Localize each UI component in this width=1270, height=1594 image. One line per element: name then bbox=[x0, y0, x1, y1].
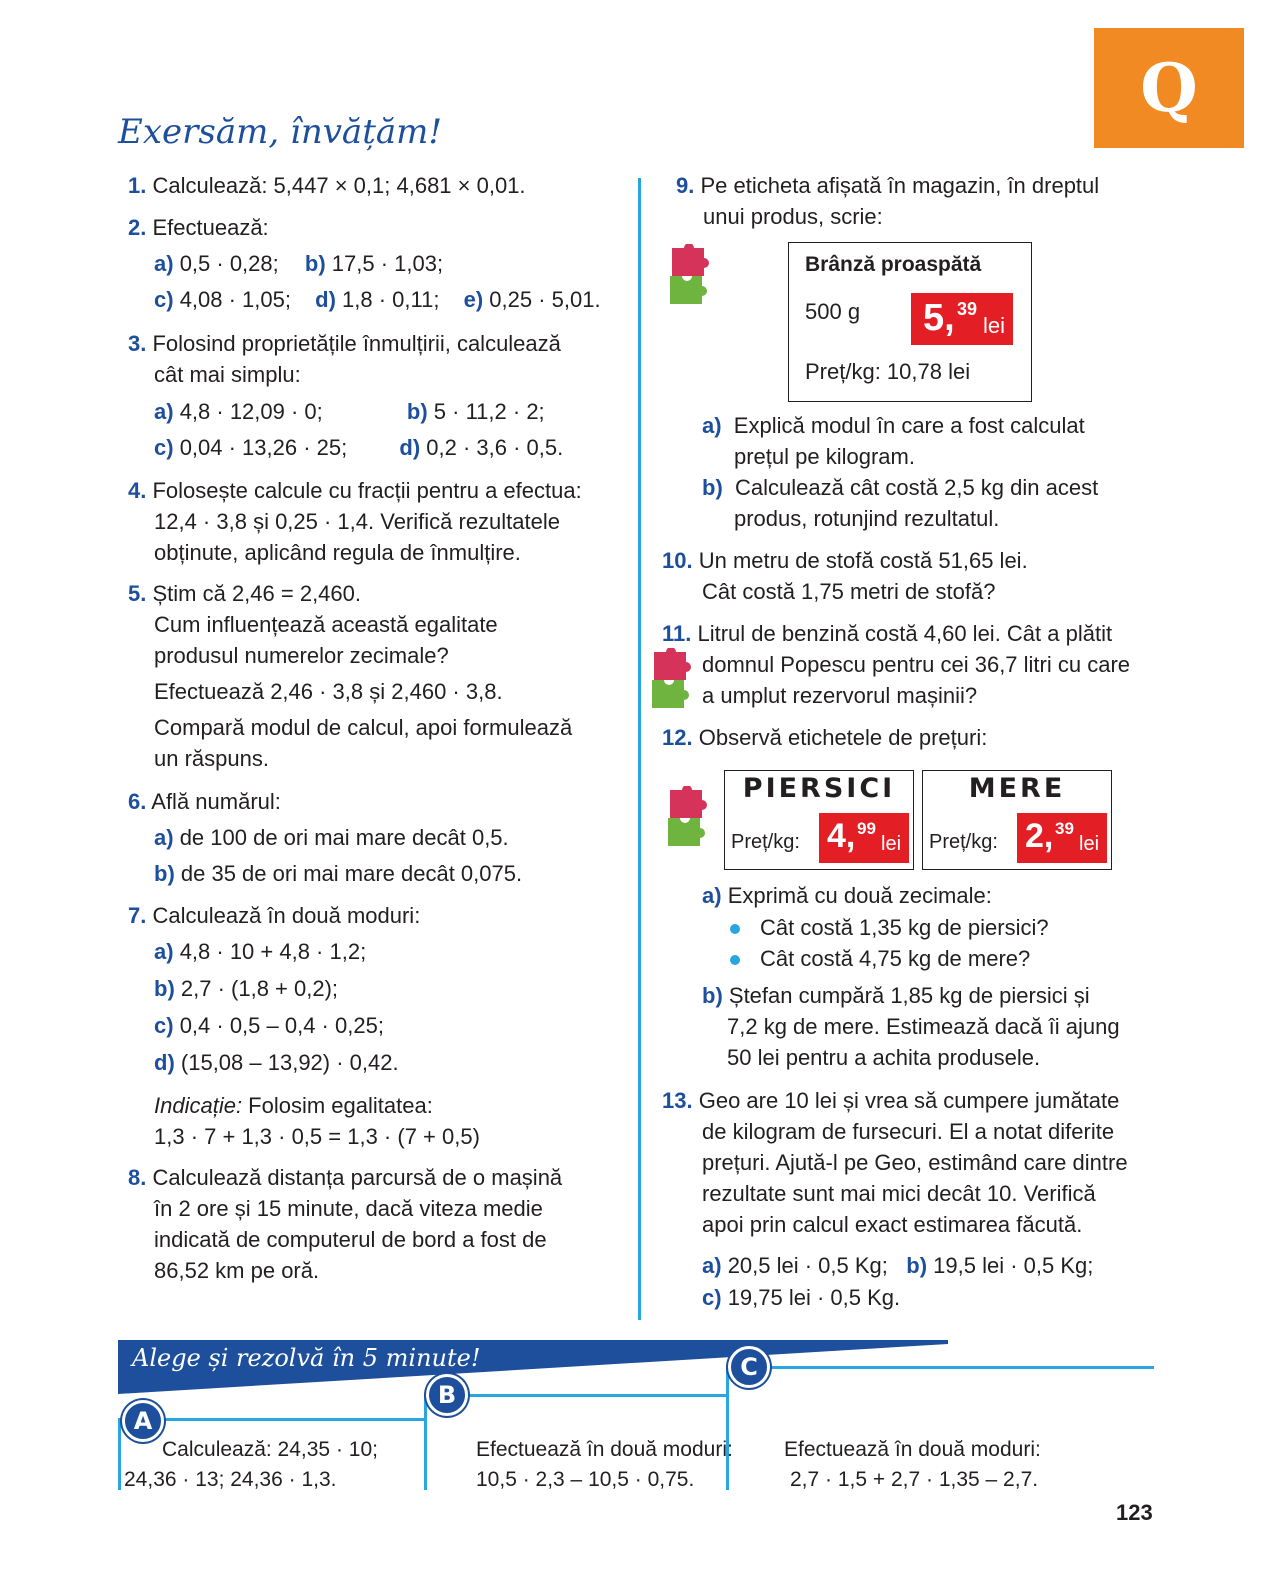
chapter-badge bbox=[1094, 28, 1244, 148]
option-c-icon: C bbox=[728, 1346, 770, 1388]
exercise-3-row2: c) 0,04 · 13,26 · 25; d) 0,2 · 3,6 · 0,5. bbox=[154, 435, 564, 460]
page-number: 123 bbox=[1116, 1500, 1153, 1525]
divider-line bbox=[424, 1394, 427, 1490]
exercise-3-row1: a) 4,8 · 12,09 · 0; b) 5 · 11,2 · 2; bbox=[154, 399, 545, 424]
divider-line bbox=[726, 1366, 729, 1490]
option-b-line1: Efectuează în două moduri: bbox=[476, 1438, 733, 1461]
option-b-line2: 10,5 · 2,3 – 10,5 · 0,75. bbox=[476, 1468, 695, 1491]
exercise-12a-bullet1: Cât costă 1,35 kg de piersici? bbox=[730, 912, 1049, 943]
divider-line bbox=[160, 1418, 424, 1421]
exercise-7b: b) 2,7 · (1,8 + 0,2); bbox=[154, 976, 339, 1001]
exercise-2-row1: a) 0,5 · 0,28; b) 17,5 · 1,03; bbox=[154, 251, 444, 276]
option-b-icon: B bbox=[426, 1374, 468, 1416]
exercise-12: 12. Observă etichetele de prețuri: bbox=[662, 725, 988, 750]
bullet-icon bbox=[730, 924, 740, 934]
exercise-10: 10. Un metru de stofă costă 51,65 lei. Cât costă 1,75 metri de stofă? bbox=[662, 548, 1028, 604]
bullet-icon bbox=[730, 955, 740, 965]
label-product-name: Brânză proaspătă bbox=[805, 253, 982, 276]
price-tag-apples: MERE Preț/kg: 2, 39 lei bbox=[922, 770, 1112, 870]
exercise-7c: c) 0,4 · 0,5 – 0,4 · 0,25; bbox=[154, 1013, 384, 1038]
exercise-2: 2. Efectuează: bbox=[128, 215, 269, 240]
exercise-4: 4. Folosește calcule cu fracții pentru a efectua: 12,4 · 3,8 și 0,25 · 1,4. Verifică rezultatele obținute, aplicând regula de înmulțire. bbox=[128, 478, 582, 565]
exercise-11: 11. Litrul de benzină costă 4,60 lei. Cât a plătit domnul Popescu pentru cei 36,7 litri cu care a umplut rezervorul mașinii? bbox=[662, 621, 1131, 708]
exercise-3: 3. Folosind proprietățile înmulțirii, calculează cât mai simplu: bbox=[128, 331, 561, 387]
option-c-line2: 2,7 · 1,5 + 2,7 · 1,35 – 2,7. bbox=[790, 1468, 1039, 1491]
divider-line bbox=[118, 1418, 121, 1490]
label-weight: 500 g bbox=[805, 299, 861, 324]
price-tag-peaches: PIERSICI Preț/kg: 4, 99 lei bbox=[724, 770, 914, 870]
exercise-7d: d) (15,08 – 13,92) · 0,42. bbox=[154, 1050, 399, 1075]
exercise-6a: a) de 100 de ori mai mare decât 0,5. bbox=[154, 825, 509, 850]
puzzle-icon bbox=[666, 786, 708, 850]
option-a-line2: 24,36 · 13; 24,36 · 1,3. bbox=[124, 1468, 337, 1491]
exercise-12a-bullet2: Cât costă 4,75 kg de mere? bbox=[730, 943, 1030, 974]
divider-line bbox=[456, 1394, 726, 1397]
column-divider bbox=[638, 178, 641, 1320]
exercise-8: 8. Calculează distanța parcursă de o mașină în 2 ore și 15 minute, dacă viteza medie indicată de computerul de bord a fost de 86,52 km pe oră. bbox=[128, 1165, 563, 1283]
exercise-5: 5. Știm că 2,46 = 2,460. Cum influențează această egalitate produsul numerelor zecimale? bbox=[128, 581, 498, 668]
exercise-5-line4: Efectuează 2,46 · 3,8 și 2,460 · 3,8. bbox=[154, 679, 503, 704]
option-a-icon: A bbox=[122, 1400, 164, 1442]
exercise-6b: b) de 35 de ori mai mare decât 0,075. bbox=[154, 861, 523, 886]
exercise-13c: c) 19,75 lei · 0,5 Kg. bbox=[702, 1285, 901, 1310]
option-a-line1: Calculează: 24,35 · 10; bbox=[162, 1438, 378, 1461]
exercise-13ab: a) 20,5 lei · 0,5 Kg; b) 19,5 lei · 0,5 Kg; bbox=[702, 1253, 1094, 1278]
exercise-7a: a) 4,8 · 10 + 4,8 · 1,2; bbox=[154, 939, 367, 964]
puzzle-icon bbox=[668, 244, 710, 308]
exercise-7: 7. Calculează în două moduri: bbox=[128, 903, 421, 928]
label-per-kg: Preț/kg: 10,78 lei bbox=[805, 359, 971, 384]
exercise-13: 13. Geo are 10 lei și vrea să cumpere jumătate de kilogram de fursecuri. El a notat diferite prețuri. Ajută-l pe Geo, estimând care dintre rezultate sunt mai mici decât 10. Verifică apoi prin calcul exact estimarea făcută. bbox=[662, 1088, 1128, 1237]
label-price-tag: 5, 39 lei bbox=[911, 293, 1013, 345]
exercise-12a: a) Exprimă cu două zecimale: bbox=[702, 883, 992, 908]
exercise-12b: b) Ștefan cumpără 1,85 kg de piersici și 7,2 kg de mere. Estimează dacă îi ajung 50 lei pentru a achita produsele. bbox=[702, 983, 1120, 1070]
exercise-7-hint: Indicație: Folosim egalitatea: 1,3 · 7 + 1,3 · 0,5 = 1,3 · (7 + 0,5) bbox=[154, 1093, 480, 1149]
exercise-9b: b) Calculează cât costă 2,5 kg din acest produs, rotunjind rezultatul. bbox=[702, 475, 1099, 531]
page-title: Exersăm, învățăm! bbox=[118, 112, 443, 152]
option-c-line1: Efectuează în două moduri: bbox=[784, 1438, 1041, 1461]
exercise-5-line5: Compară modul de calcul, apoi formulează un răspuns. bbox=[154, 715, 573, 771]
banner-title: Alege și rezolvă în 5 minute! bbox=[132, 1344, 481, 1372]
badge-letter: Q bbox=[1140, 49, 1198, 127]
exercise-6: 6. Află numărul: bbox=[128, 789, 281, 814]
exercise-1: 1. Calculează: 5,447 × 0,1; 4,681 × 0,01. bbox=[128, 173, 526, 198]
price-label-cheese bbox=[788, 242, 1032, 402]
exercise-9: 9. Pe eticheta afișată în magazin, în dreptul unui produs, scrie: bbox=[676, 173, 1100, 229]
divider-line bbox=[764, 1366, 1154, 1369]
exercise-9a: a) Explică modul în care a fost calculat prețul pe kilogram. bbox=[702, 413, 1085, 469]
exercise-2-row2: c) 4,08 · 1,05; d) 1,8 · 0,11; e) 0,25 · 5,01. bbox=[154, 287, 601, 312]
